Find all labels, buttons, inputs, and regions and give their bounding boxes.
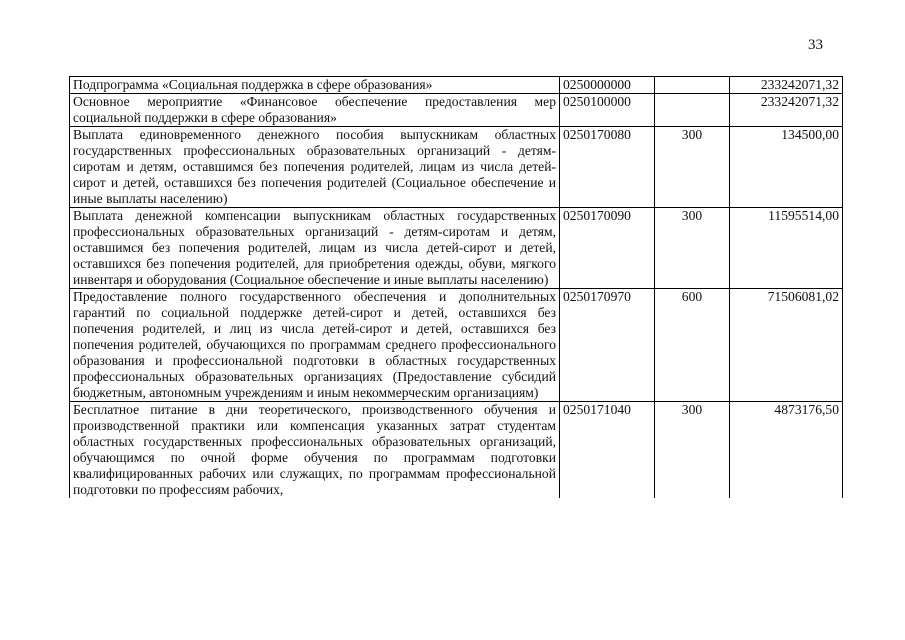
row-expense-type: 300 <box>655 208 730 289</box>
row-expense-type: 300 <box>655 127 730 208</box>
row-code: 0250000000 <box>560 77 655 94</box>
row-sum: 233242071,32 <box>730 94 843 127</box>
row-sum: 134500,00 <box>730 127 843 208</box>
row-expense-type: 600 <box>655 289 730 402</box>
table-row <box>70 77 843 94</box>
table-row <box>70 289 843 402</box>
row-expense-type <box>655 94 730 127</box>
row-code: 0250170090 <box>560 208 655 289</box>
row-name: Выплата денежной компенсации выпускникам областных государственных профессиональных образовательных организаций - детям-сиротам и детям, оставшимся без попечения родителей, лицам из числа детей-сирот и детей, оставшихся без попечения родителей, для приобретения одежды, обуви, мягкого инвентаря и оборудования (Социальное обеспечение и иные выплаты населению) <box>70 208 560 289</box>
row-code: 0250170080 <box>560 127 655 208</box>
row-sum: 233242071,32 <box>730 77 843 94</box>
table-row <box>70 94 843 127</box>
row-name: Выплата единовременного денежного пособия выпускникам областных государственных профессиональных образовательных организаций - детям-сиротам и детям, оставшимся без попечения родителей, лицам из числа детей-сирот и детей, оставшихся без попечения родителей (Социальное обеспечение и иные выплаты населению) <box>70 127 560 208</box>
table-row <box>70 127 843 208</box>
row-sum: 11595514,00 <box>730 208 843 289</box>
row-sum: 71506081,02 <box>730 289 843 402</box>
row-code: 0250100000 <box>560 94 655 127</box>
row-name: Предоставление полного государственного обеспечения и дополнительных гарантий по социальной поддержке детей-сирот и детей, оставшихся без попечения родителей, и лиц из числа детей-сирот и детей, оставшихся без попечения родителей, обучающихся по программам среднего профессионального образования и профессиональной подготовки в областных государственных профессиональных образовательных организациях (Предоставление субсидий бюджетным, автономным учреждениям и иным некоммерческим организациям) <box>70 289 560 402</box>
row-name: Основное мероприятие «Финансовое обеспечение предоставления мер социальной поддержки в сфере образования» <box>70 94 560 127</box>
budget-table <box>69 76 843 498</box>
row-name: Бесплатное питание в дни теоретического, производственного обучения и производственной практики или компенсация указанных затрат студентам областных государственных профессиональных образовательных организаций, обучающимся по очной форме обучения по программам подготовки квалифицированных рабочих или служащих, по программам профессиональной подготовки по профессиям рабочих, <box>70 402 560 499</box>
page-number: 33 <box>808 37 823 53</box>
table-row <box>70 402 843 499</box>
table-row <box>70 208 843 289</box>
row-name: Подпрограмма «Социальная поддержка в сфере образования» <box>70 77 560 94</box>
row-sum: 4873176,50 <box>730 402 843 499</box>
row-expense-type <box>655 77 730 94</box>
row-code: 0250170970 <box>560 289 655 402</box>
row-expense-type: 300 <box>655 402 730 499</box>
row-code: 0250171040 <box>560 402 655 499</box>
